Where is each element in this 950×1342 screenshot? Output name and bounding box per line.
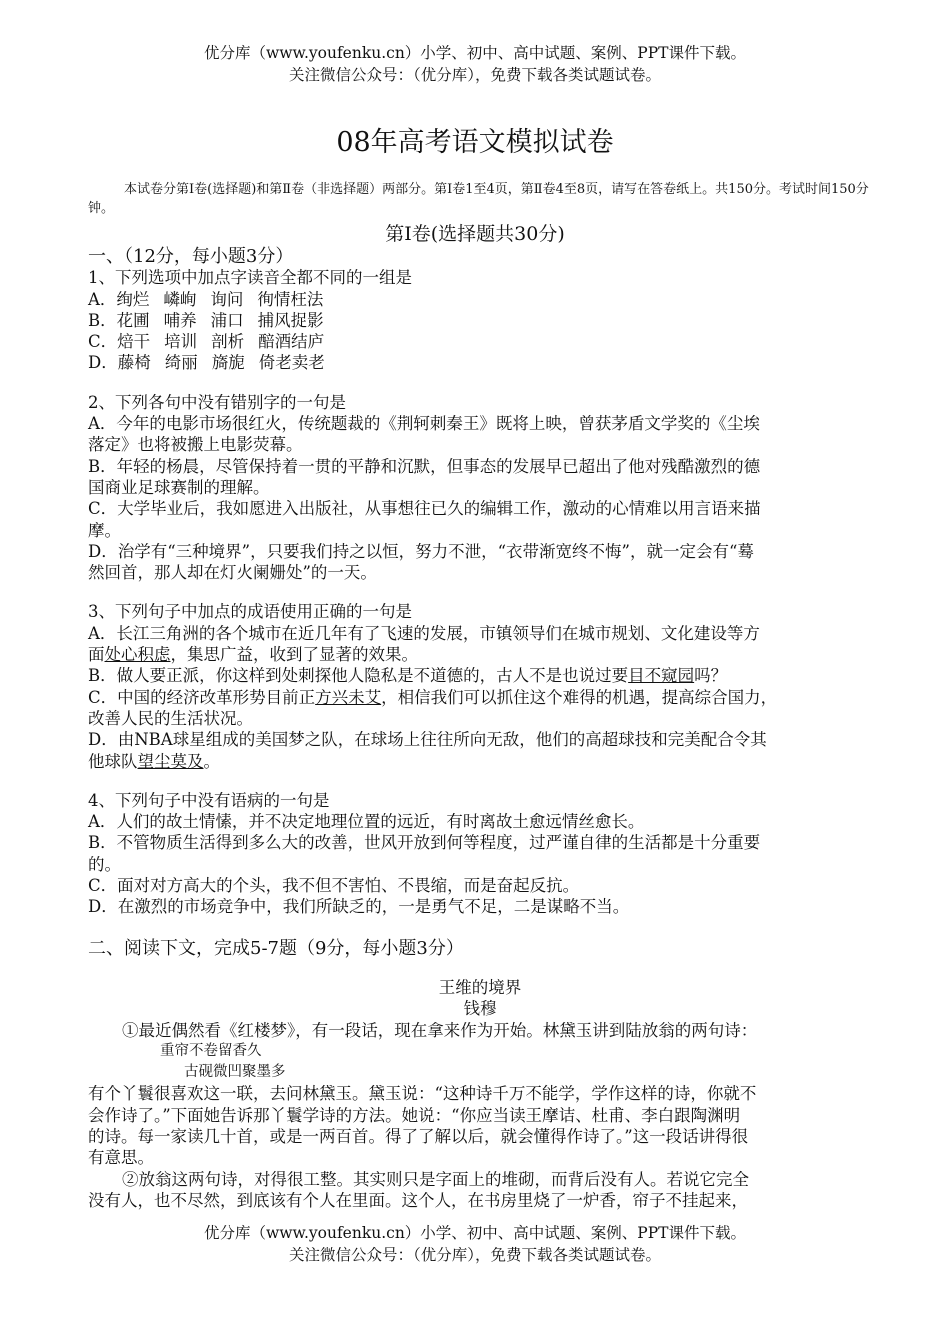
poem-line-2: 古砚微凹聚墨多	[184, 1064, 286, 1081]
option-word: 绚烂	[116, 289, 150, 309]
idiom: 目不窥园	[628, 666, 695, 686]
article-p1b-line3: 的诗。每一家读几十首，或是一两百首。得了了解以后，就会懂得作诗了。”这一段话讲得很	[88, 1126, 749, 1146]
option-word: 浦口	[210, 310, 244, 330]
footer-line-2: 关注微信公众号：（优分库），免费下载各类试题试卷。	[288, 1246, 661, 1264]
q1-stem: 1、下列选项中加点字读音全都不同的一组是	[88, 268, 412, 288]
q1-option-c	[88, 331, 872, 352]
page-header	[0, 42, 950, 86]
q2-option-c-line2: 摩。	[88, 520, 121, 540]
section1-heading: 一、（12分，每小题3分）	[88, 246, 294, 267]
option-word: 哺养	[163, 310, 197, 330]
q2-option-d-line1: D．治学有“三种境界”，只要我们持之以恒，努力不泄，“衣带渐宽终不悔”，就一定会有“蓦	[88, 541, 754, 561]
q2-option-a-line1: A．今年的电影市场很红火，传统题裁的《荆轲刺秦王》既将上映，曾获茅盾文学奖的《尘埃	[88, 414, 760, 434]
option-word: 徇情枉法	[257, 289, 324, 309]
option-label: D．	[88, 353, 118, 373]
q2-option-a-line2: 落定》也将被搬上电影荧幕。	[88, 435, 303, 455]
q3-option-c-line2: 改善人民的生活状况。	[88, 708, 253, 728]
option-word: 培训	[164, 332, 198, 352]
q4-option-d: D．在激烈的市场竞争中，我们所缺乏的，一是勇气不足，二是谋略不当。	[88, 897, 630, 917]
page-footer	[0, 1222, 950, 1266]
text: 。	[203, 751, 220, 771]
idiom: 处心积虑	[104, 645, 171, 665]
text: 面	[88, 645, 105, 665]
exam-content	[88, 246, 872, 1211]
option-label: B．	[88, 310, 117, 330]
option-word: 绮丽	[164, 353, 198, 373]
option-word: 醅酒结庐	[258, 332, 325, 352]
q2-stem: 2、下列各句中没有错别字的一句是	[88, 392, 346, 412]
option-word: 花圃	[116, 310, 150, 330]
text: 吗？	[694, 666, 728, 686]
option-label: C．	[88, 332, 118, 352]
article-p1b-line1: 有个丫鬟很喜欢这一联，去问林黛玉。黛玉说：“这种诗千万不能学，学作这样的诗，你就不	[88, 1084, 757, 1104]
text: B．做人要正派，你这样到处刺探他人隐私是不道德的，古人不是也说过要	[88, 666, 629, 686]
q4-option-b-line1: B．不管物质生活得到多么大的改善，世风开放到何等程度，过严谨自律的生活都是十分重要	[88, 833, 761, 853]
header-line-1: 优分库（www.youfenku.cn）小学、初中、高中试题、案例、PPT课件下载。	[203, 44, 747, 62]
poem-line-1: 重帘不卷留香久	[160, 1042, 262, 1059]
option-word: 旖旎	[211, 353, 245, 373]
text: ，集思广益，收到了显著的效果。	[170, 645, 418, 665]
footer-line-1: 优分库（www.youfenku.cn）小学、初中、高中试题、案例、PPT课件下载。	[203, 1224, 747, 1242]
q3-stem: 3、下列句子中加点的成语使用正确的一句是	[88, 602, 412, 622]
text: ，相信我们可以抓住这个难得的机遇，提高综合国力，	[381, 687, 778, 707]
part1-title: 第Ⅰ卷(选择题共30分)	[385, 223, 565, 245]
idiom: 方兴未艾	[315, 687, 382, 707]
q4-option-b-line2: 的。	[88, 854, 121, 874]
q3-option-d-line2	[88, 751, 872, 772]
intro-paragraph: 本试卷分第Ⅰ卷(选择题)和第Ⅱ卷（非选择题）两部分。第Ⅰ卷1至4页，第Ⅱ卷4至8页，请写在答卷纸上。共150分。考试时间150分钟。	[88, 182, 869, 216]
article-p1b-line4: 有意思。	[88, 1148, 154, 1168]
text: C．中国的经济改革形势目前正	[88, 687, 316, 707]
section2-heading: 二、阅读下文，完成5-7题（9分，每小题3分）	[88, 937, 464, 959]
option-word: 焙干	[117, 332, 151, 352]
article-p2-line2: 没有人，也不尽然，到底该有个人在里面。这个人，在书房里烧了一炉香，帘子不挂起来，	[88, 1190, 748, 1210]
q4-option-c: C．面对对方高大的个头，我不但不害怕、不畏缩，而是奋起反抗。	[88, 876, 580, 896]
option-word: 嶙峋	[163, 289, 197, 309]
q1-option-a	[88, 289, 872, 310]
option-word: 询问	[210, 289, 244, 309]
option-label: A．	[88, 289, 117, 309]
q3-option-b	[88, 665, 872, 686]
q1-option-d	[88, 352, 872, 373]
q3-option-a-line1: A．长江三角洲的各个城市在近几年有了飞速的发展，市镇领导们在城市规划、文化建设等方	[88, 623, 760, 643]
q1-option-b	[88, 310, 872, 331]
header-line-2: 关注微信公众号：（优分库），免费下载各类试题试卷。	[288, 66, 661, 84]
option-word: 捕风捉影	[257, 310, 324, 330]
article-p1b-line2: 会作诗了。”下面她告诉那丫鬟学诗的方法。她说：“你应当读王摩诘、杜甫、李白跟陶渊明	[88, 1105, 741, 1125]
q2-option-b-line2: 国商业足球赛制的理解。	[88, 477, 270, 497]
article-p2-line1: ②放翁这两句诗，对得很工整。其实则只是字面上的堆砌，而背后没有人。若说它完全	[122, 1169, 749, 1189]
q2-option-d-line2: 然回首，那人却在灯火阑姗处”的一天。	[88, 563, 377, 583]
q4-option-a: A．人们的故土情愫，并不决定地理位置的远近，有时离故土愈远情丝愈长。	[88, 812, 645, 832]
q4-stem: 4、下列句子中没有语病的一句是	[88, 790, 330, 810]
q3-option-c-line1	[88, 687, 872, 708]
page-title: 08年高考语文模拟试卷	[336, 127, 614, 158]
article-title: 王维的境界	[438, 977, 522, 997]
idiom: 望尘莫及	[137, 751, 204, 771]
option-word: 藤椅	[117, 353, 151, 373]
option-word: 倚老卖老	[258, 353, 325, 373]
article-p1: ①最近偶然看《红楼梦》，有一段话，现在拿来作为开始。林黛玉讲到陆放翁的两句诗：	[122, 1020, 758, 1040]
q3-option-d-line1: D．由NBA球星组成的美国梦之队，在球场上往往所向无敌，他们的高超球技和完美配合令其	[88, 730, 767, 750]
text: 他球队	[88, 751, 138, 771]
q2-option-c-line1: C．大学毕业后，我如愿进入出版社，从事想往已久的编辑工作，激动的心情难以用言语来描	[88, 499, 761, 519]
article-author: 钱穆	[463, 999, 497, 1019]
q2-option-b-line1: B．年轻的杨晨，尽管保持着一贯的平静和沉默，但事态的发展早已超出了他对残酷激烈的德	[88, 456, 761, 476]
option-word: 剖析	[211, 332, 245, 352]
q3-option-a-line2	[88, 644, 872, 665]
